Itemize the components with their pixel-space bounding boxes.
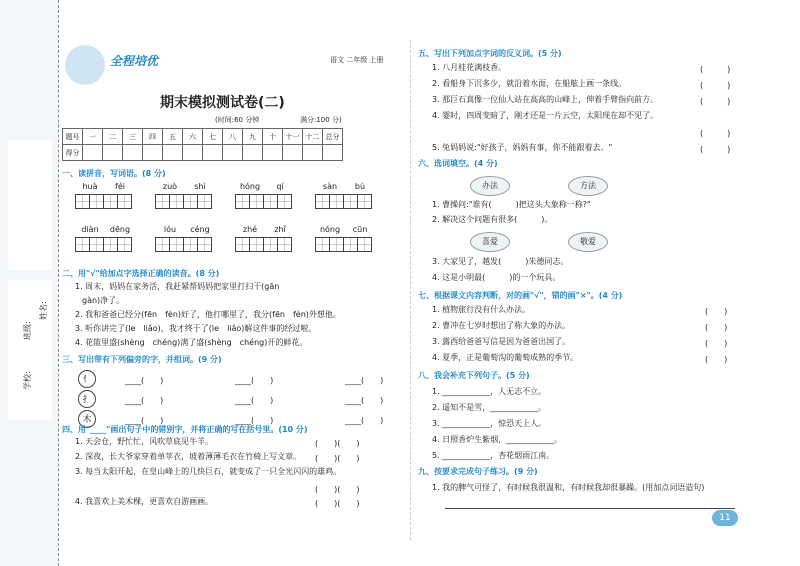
time-label: (时间:60 分钟 [215,116,260,124]
question-text: 2. 曹冲在七岁时想出了称大象的办法。 [432,321,571,330]
pinyin: huà [82,182,98,191]
pinyin: céng [190,225,210,234]
writing-box[interactable] [155,237,211,252]
answer-paren[interactable]: ( ) [700,97,731,106]
notice-box [8,140,52,270]
question-text: 2. 我和爸爸已经分(fēn fèn)好了，他打哪里了，我分(fēn fèn)外想他。 [75,310,341,319]
pinyin: diàn [81,225,99,234]
score-input[interactable] [303,145,323,161]
pinyin: nóng [319,225,341,234]
subject-label: 语文 二年级 上册 [330,56,384,64]
question-text: 1. 八月桂花满枝香。 [432,63,507,72]
answer-blank[interactable]: ____( ) [345,376,384,385]
word-option: 敬爱 [568,232,608,252]
pinyin: féi [115,182,125,191]
question-text: 3. 每当太阳开起，在皇山峰上的几快巨石，就变成了一只全光闪闪的雄鸡。 [75,467,342,476]
writing-box[interactable] [315,194,371,209]
answer-blank[interactable]: ____( ) [345,396,384,405]
page-title: 期末模拟测试卷(二) [160,95,285,111]
score-cell: 五 [163,129,183,145]
answer-paren[interactable]: ( )( ) [315,499,360,508]
answer-paren[interactable]: ( )( ) [315,454,360,463]
word-option: 喜爱 [470,232,510,252]
question-text: 1. 曹操问:"谁有( )把这头大象称一称?" [432,200,591,209]
pinyin: zhé [242,225,258,234]
pinyin: dēng [109,225,131,234]
question-text: 4. 日照香炉生紫烟，____________。 [432,435,563,444]
question-text: 2. 深夜，长大爷家穿着单苹衣，坡着薄薄毛衣在竹椅上写文章。 [75,452,302,461]
answer-paren[interactable]: ( ) [700,129,731,138]
score-cell: 十 [263,129,283,145]
question-text: 4. 花篮里盛(shèng chéng)满了盛(shèng chéng)开的鲜花。 [75,338,308,347]
question-text: gàn)净了。 [82,296,125,305]
score-input[interactable] [283,145,303,161]
answer-blank[interactable]: ____( ) [125,416,164,425]
question-text: 3. 露西给爸爸写信是因为爸爸出国了。 [432,337,571,346]
page-number: 11 [712,510,738,526]
question-text: 5. 兔妈妈说:"好孩子，妈妈有事，你不能跟着去。" [432,143,613,152]
column-divider [410,40,412,540]
score-input[interactable] [263,145,283,161]
cut-line [58,0,61,566]
score-table [62,128,343,161]
section-3-title: 三、写出带有下列偏旁的字，并组词。(9 分) [62,355,222,364]
name-label: 姓名: [39,301,48,320]
pinyin: shì [194,182,206,191]
question-text: 4. 霎时，四周变暗了，刚才还是一片云空，太阳现在却不见了。 [432,111,659,120]
score-input[interactable] [223,145,243,161]
writing-box[interactable] [235,194,291,209]
question-text: 1. 天会仓，野忙忙，风吹草底见牛羊。 [75,437,214,446]
question-text: 2. 解决这个问题有很多( )。 [432,215,553,224]
question-text: 4. 夏季，正是葡萄沟的葡萄成熟的季节。 [432,353,579,362]
writing-box[interactable] [75,237,131,252]
question-text: 5. ____________，杏花烟雨江南。 [432,451,555,460]
score-cell: 三 [123,129,143,145]
score-cell: 八 [223,129,243,145]
answer-line[interactable] [445,508,735,509]
score-value-row [63,145,343,161]
question-text: 4. 我喜欢上美术棵，更喜欢自游画画。 [75,497,214,506]
class-label: 班级: [23,321,32,340]
pinyin: zuò [162,182,178,191]
answer-paren[interactable]: ( ) [705,307,728,316]
score-input[interactable] [323,145,343,161]
score-cell: 总分 [323,129,343,145]
section-6-title: 六、选词填空。(4 分) [418,159,498,168]
score-cell: 一 [83,129,103,145]
question-text: 1. 周末，妈妈在家务活，我赶紧帮妈妈把家里打扫干(gān [75,282,280,291]
radical-circle: 扌 [78,390,96,408]
score-cell: 十二 [303,129,323,145]
score-input[interactable] [183,145,203,161]
answer-paren[interactable]: ( ) [705,339,728,348]
answer-paren[interactable]: ( ) [700,81,731,90]
answer-paren[interactable]: ( )( ) [315,485,360,494]
answer-blank[interactable]: ____( ) [125,396,164,405]
answer-paren[interactable]: ( )( ) [315,439,360,448]
score-cell: 六 [183,129,203,145]
section-4-title: 四、用"____"画出句子中的错别字，并将正确的写在括号里。(10 分) [62,425,308,434]
answer-blank[interactable]: ____( ) [125,376,164,385]
score-label: 满分:100 分) [300,116,342,124]
answer-blank[interactable]: ____( ) [235,416,274,425]
pinyin: cūn [352,225,368,234]
word-option: 方法 [568,176,608,196]
question-text: 3. 大家见了，越发( )朱德同志。 [432,257,569,266]
answer-blank[interactable]: ____( ) [345,416,384,425]
radical-circle: 亻 [78,370,96,388]
question-text: 1. ____________，人无志不立。 [432,387,547,396]
answer-paren[interactable]: ( ) [700,145,731,154]
score-cell: 二 [103,129,123,145]
answer-paren[interactable]: ( ) [700,65,731,74]
score-input[interactable] [143,145,163,161]
score-cell: 十一 [283,129,303,145]
pinyin: sàn [322,182,338,191]
score-input[interactable] [103,145,123,161]
question-text: 2. 看船身下沉多少，就沿着水面，在船舷上画一条线。 [432,79,627,88]
school-label: 学校: [23,371,32,390]
score-input[interactable] [163,145,183,161]
score-cell: 四 [143,129,163,145]
score-cell: 九 [243,129,263,145]
pinyin: bù [354,182,366,191]
question-text: 3. ____________，惊恐天上人。 [432,419,547,428]
pinyin: hóng [239,182,261,191]
pinyin: zhǐ [274,225,286,234]
question-text: 1. 植物旅行没有什么办法。 [432,305,531,314]
brand-logo [65,45,105,85]
writing-box[interactable] [75,194,131,209]
writing-box[interactable] [155,194,211,209]
answer-blank[interactable]: ____( ) [235,396,274,405]
section-9-title: 九、按要求完成句子练习。(9 分) [418,467,538,476]
writing-box[interactable] [235,237,291,252]
score-cell: 题号 [63,129,83,145]
section-7-title: 七、根据课文内容判断，对的画"√"，错的画"×"。(4 分) [418,291,623,300]
answer-paren[interactable]: ( ) [705,355,728,364]
section-8-title: 八、我会补充下列句子。(5 分) [418,371,530,380]
radical-circle: 木 [78,410,96,428]
question-text: 2. 遥知不是雪，____________。 [432,403,547,412]
pinyin: qí [276,182,284,191]
question-text: 3. 那巨石真像一位仙人站在高高的山峰上，伸着手臂指向前方。 [432,95,659,104]
section-1-title: 一、读拼音，写词语。(8 分) [62,169,166,178]
writing-box[interactable] [315,237,371,252]
answer-paren[interactable]: ( ) [705,323,728,332]
binding-spine [0,0,58,566]
section-2-title: 二、用"√"给加点字选择正确的读音。(8 分) [62,269,220,278]
score-header-row [63,129,343,145]
question-text: 3. 听你讲完了(le liǎo)，我才终于了(le liǎo)解这件事的经过啦。 [75,324,317,333]
score-input[interactable] [203,145,223,161]
score-input[interactable] [123,145,143,161]
word-option: 办法 [470,176,510,196]
score-input[interactable] [243,145,263,161]
score-cell: 得分 [63,145,83,161]
section-5-title: 五、写出下列加点字词的反义词。(5 分) [418,49,562,58]
score-input[interactable] [83,145,103,161]
score-cell: 七 [203,129,223,145]
brand-name: 全程培优 [110,54,159,68]
pinyin: lóu [163,225,177,234]
question-text: 4. 这是小明最( )的一个玩具。 [432,273,561,282]
answer-blank[interactable]: ____( ) [235,376,274,385]
question-text: 1. 我的脾气可怪了，有时候我很温和，有时候我却很暴躁。(用加点词语造句) [432,483,705,492]
